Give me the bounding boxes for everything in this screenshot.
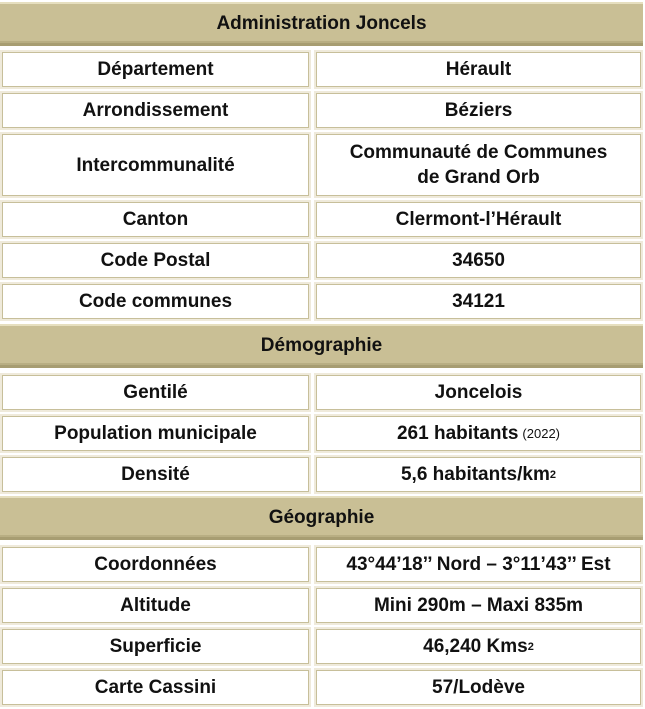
section-header-administration	[0, 2, 643, 46]
row-label: Altitude	[2, 588, 309, 623]
row-label: Intercommunalité	[2, 134, 309, 196]
section-header-demographie	[0, 324, 643, 368]
row-label: Gentilé	[2, 375, 309, 410]
row-label: Département	[2, 52, 309, 87]
table-row	[0, 52, 643, 87]
row-label: Superficie	[2, 629, 309, 664]
section-header-geographie	[0, 496, 643, 540]
table-row	[0, 93, 643, 128]
row-value: 46,240 Kms 2	[316, 629, 641, 664]
row-value: 43°44’18’’ Nord – 3°11’43’’ Est	[316, 547, 641, 582]
table-row	[0, 375, 643, 410]
value-line: Communauté de Communes	[349, 142, 608, 163]
table-row	[0, 134, 643, 196]
row-label: Canton	[2, 202, 309, 237]
table-row	[0, 547, 643, 582]
table-row	[0, 284, 643, 319]
table-row	[0, 243, 643, 278]
row-label: Carte Cassini	[2, 670, 309, 705]
value-text: 261 habitants	[396, 423, 519, 444]
table-row	[0, 202, 643, 237]
row-value	[316, 416, 641, 451]
section-title: Géographie	[268, 506, 375, 528]
table-row	[0, 670, 643, 705]
row-value: Mini 290m – Maxi 835m	[316, 588, 641, 623]
row-value: 5,6 habitants/km 2	[316, 457, 641, 492]
row-value: 34121	[316, 284, 641, 319]
row-value: Hérault	[316, 52, 641, 87]
row-value: 34650	[316, 243, 641, 278]
value-text: 5,6 habitants/km	[400, 464, 550, 485]
row-label: Population municipale	[2, 416, 309, 451]
row-value: 57/Lodève	[316, 670, 641, 705]
row-value	[316, 134, 641, 196]
row-label: Code Postal	[2, 243, 309, 278]
row-value: Clermont-l’Hérault	[316, 202, 641, 237]
row-label: Densité	[2, 457, 309, 492]
section-title: Démographie	[260, 334, 383, 356]
value-text: 46,240 Kms	[423, 636, 528, 657]
table-row	[0, 416, 643, 451]
row-value: Béziers	[316, 93, 641, 128]
row-label: Arrondissement	[2, 93, 309, 128]
row-label: Code communes	[2, 284, 309, 319]
table-row	[0, 588, 643, 623]
section-title: Administration Joncels	[216, 12, 427, 34]
year-note: (2022)	[522, 426, 560, 441]
table-row	[0, 457, 643, 492]
row-label: Coordonnées	[2, 547, 309, 582]
row-value: Joncelois	[316, 375, 641, 410]
table-row	[0, 629, 643, 664]
value-line: de Grand Orb	[417, 167, 540, 188]
